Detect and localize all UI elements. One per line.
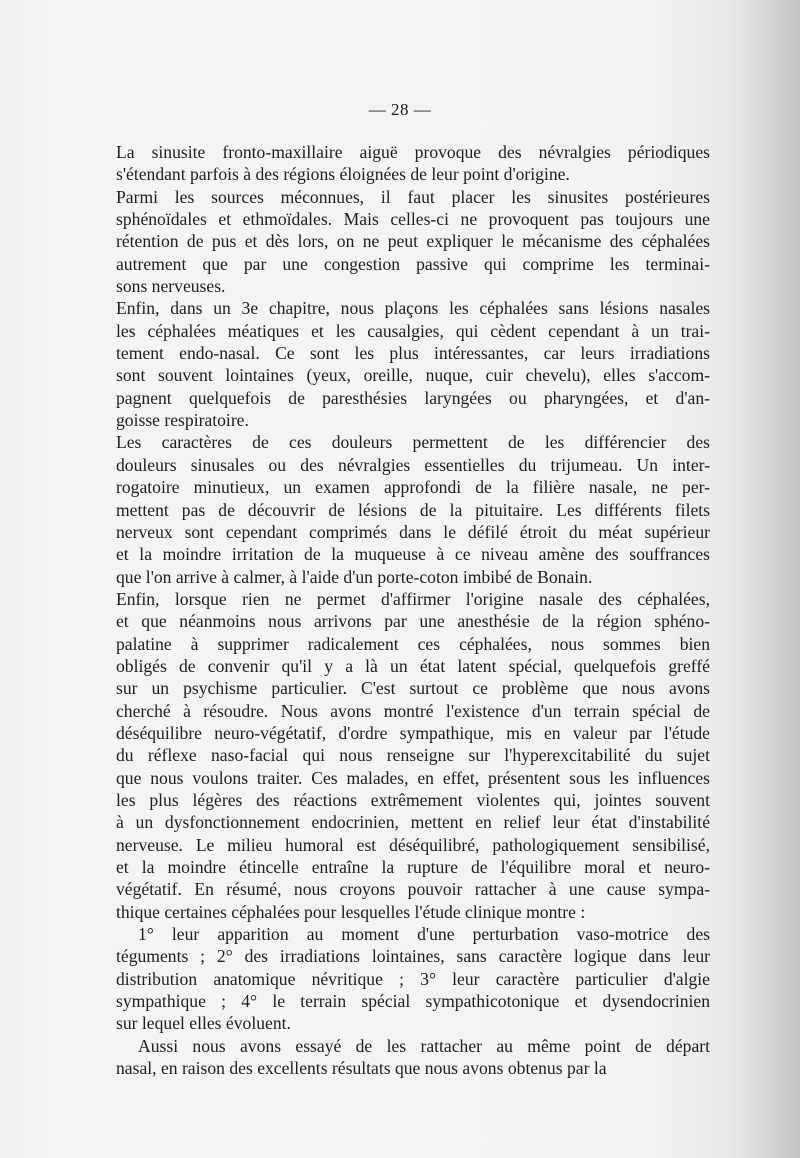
text-line: sympathique ; 4° le terrain spécial sympathicotonique et dysendocrinien <box>116 991 710 1012</box>
text-line: et la moindre étincelle entraîne la rupture de l'équilibre moral et neuro- <box>116 857 710 877</box>
text-line: tement endo-nasal. Ce sont les plus intéressantes, car leurs irradiations <box>116 343 710 364</box>
text-line: sont souvent lointaines (yeux, oreille, nuque, cuir chevelu), elles s'accom- <box>116 365 710 386</box>
text-line: sphénoïdales et ethmoïdales. Mais celles-ci ne provoquent pas toujours une <box>116 209 710 230</box>
body-text <box>116 141 710 1079</box>
text-line: Enfin, dans un 3e chapitre, nous plaçons les céphalées sans lésions nasales <box>116 298 710 319</box>
page-number: — 28 — <box>368 100 432 119</box>
paragraph <box>116 186 710 298</box>
text-line: goisse respiratoire. <box>116 410 249 431</box>
text-line: nerveuse. Le milieu humoral est déséquilibré, pathologiquement sensibilisé, <box>116 834 710 855</box>
paragraph <box>116 588 710 923</box>
text-line: sons nerveuses. <box>116 276 226 297</box>
text-line: que nous voulons traiter. Ces malades, en effet, présentent sous les influences <box>116 767 710 788</box>
text-line: s'étendant parfois à des régions éloignées de leur point d'origine. <box>116 164 570 185</box>
text-line: Parmi les sources méconnues, il faut placer les sinusites postérieures <box>116 186 710 207</box>
paragraph <box>116 923 710 1035</box>
text-line: Aussi nous avons essayé de les rattacher au même point de départ <box>138 1035 710 1056</box>
text-line: que l'on arrive à calmer, à l'aide d'un porte-coton imbibé de Bonain. <box>116 566 593 587</box>
text-line: rogatoire minutieux, un examen approfondi de la filière nasale, ne per- <box>116 477 710 498</box>
text-line: obligés de convenir qu'il y a là un état latent spécial, quelquefois greffé <box>116 655 710 676</box>
paragraph <box>116 431 710 587</box>
text-line: cherché à résoudre. Nous avons montré l'existence d'un terrain spécial de <box>116 700 710 721</box>
text-line: téguments ; 2° des irradiations lointaines, sans caractère logique dans leur <box>116 946 710 967</box>
text-line: 1° leur apparition au moment d'une perturbation vaso-motrice des <box>138 924 710 945</box>
text-line: à un dysfonctionnement endocrinien, mettent en relief leur état d'instabilité <box>116 812 710 833</box>
text-line: Les caractères de ces douleurs permettent de les différencier des <box>116 432 710 453</box>
text-line: du réflexe naso-facial qui nous renseigne sur l'hyperexcitabilité du sujet <box>116 745 710 766</box>
text-line: palatine à supprimer radicalement ces céphalées, nous sommes bien <box>116 633 710 654</box>
text-line: rétention de pus et dès lors, on ne peut expliquer le mécanisme des céphalées <box>116 231 710 252</box>
text-line: nasal, en raison des excellents résultats que nous avons obtenus par la <box>116 1058 607 1079</box>
paragraph <box>116 1035 710 1080</box>
text-line: autrement que par une congestion passive qui comprime les terminai- <box>116 253 710 274</box>
text-line: distribution anatomique névritique ; 3° leur caractère particulier d'algie <box>116 968 710 989</box>
paragraph <box>116 141 710 186</box>
text-line: nerveux sont cependant comprimés dans le défilé étroit du méat supérieur <box>116 521 710 542</box>
text-line: thique certaines céphalées pour lesquelles l'étude clinique montre : <box>116 901 586 922</box>
text-line: végétatif. En résumé, nous croyons pouvoir rattacher à une cause sympa- <box>116 879 710 900</box>
text-line: déséquilibre neuro-végétatif, d'ordre sympathique, mis en valeur par l'étude <box>116 722 710 743</box>
text-line: et que néanmoins nous arrivons par une anesthésie de la région sphéno- <box>116 611 710 632</box>
text-line: mettent pas de découvrir de lésions de la pituitaire. Les différents filets <box>116 499 710 520</box>
text-line: douleurs sinusales ou des névralgies essentielles du trijumeau. Un inter- <box>116 454 710 475</box>
paragraph <box>116 297 710 431</box>
text-line: et la moindre irritation de la muqueuse à ce niveau amène des souffrances <box>116 544 710 565</box>
text-line: pagnent quelquefois de paresthésies laryngées ou pharyngées, et d'an- <box>116 387 710 408</box>
text-line: les plus légères des réactions extrêmement violentes qui, jointes souvent <box>116 789 710 810</box>
text-line: Enfin, lorsque rien ne permet d'affirmer l'origine nasale des céphalées, <box>116 588 710 609</box>
text-line: sur un psychisme particulier. C'est surtout ce problème que nous avons <box>116 678 710 699</box>
text-line: les céphalées méatiques et les causalgies, qui cèdent cependant à un trai- <box>116 320 710 341</box>
text-line: sur lequel elles évoluent. <box>116 1013 291 1034</box>
text-line: La sinusite fronto-maxillaire aiguë provoque des névralgies périodiques <box>116 142 710 162</box>
